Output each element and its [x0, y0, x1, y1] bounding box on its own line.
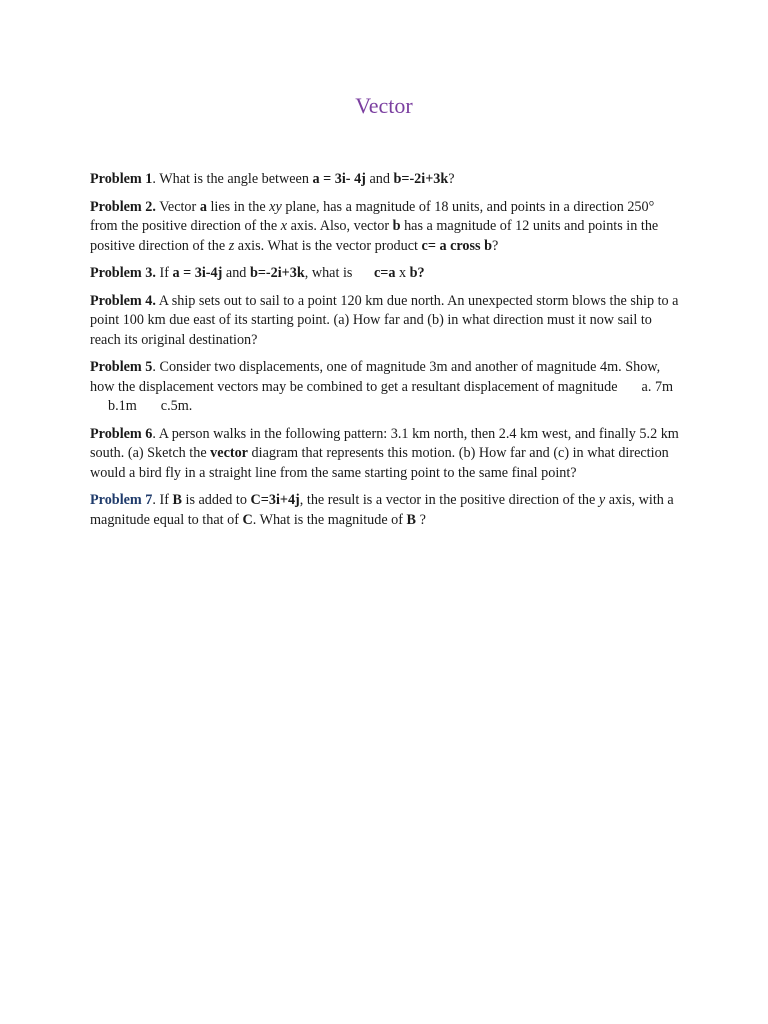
vector-b: b? — [409, 265, 425, 281]
problem-4 — [90, 292, 680, 351]
problem-text: . What is the magnitude of — [252, 511, 407, 528]
vector-b: b=-2i+3k — [249, 265, 305, 281]
problem-text: diagram that represents this motion. (b) How far and (c) in what direction would a bird fly in a straight line from the same starting point to the same final point? — [90, 445, 669, 481]
problem-text: ? — [448, 171, 455, 187]
problem-text: . Consider two displacements, one of magnitude 3m and another of magnitude 4m. Show, how the displacement vectors may be combined to get a resultant displacement of magnitude — [90, 359, 661, 395]
option-c: c.5m. — [160, 398, 193, 414]
axis-z: z — [228, 237, 235, 254]
vector-B: B — [406, 511, 417, 528]
vector-C: C — [242, 511, 253, 528]
problem-label: Problem 2. — [90, 198, 156, 215]
problem-label: Problem 5 — [90, 359, 153, 375]
problem-label: Problem 4. — [90, 292, 156, 309]
option-b: b.1m — [108, 398, 137, 414]
problem-text: ? — [416, 511, 426, 528]
problem-7 — [90, 491, 680, 530]
problem-text: plane, has a magnitude of 18 units, and points in a direction 250° from the positive direction of the — [90, 198, 655, 234]
axis-y: y — [598, 492, 606, 508]
axis-x: x — [280, 218, 288, 234]
problem-text: . A person walks in the following pattern: 3.1 km north, then 2.4 km west, and finally 5.2 km south. (a) Sketch the — [90, 425, 679, 461]
problem-label: Problem 6 — [90, 425, 153, 442]
problem-text: axis. Also, vector — [287, 218, 393, 234]
problem-text: lies in the — [206, 198, 270, 215]
problem-text: axis, with a magnitude equal to that of — [90, 492, 674, 528]
problem-text: Vector — [155, 198, 200, 215]
problem-text: A ship sets out to sail to a point 120 km due north. An unexpected storm blows the ship to a point 100 km due east of its starting point. (a) How far and (b) in what direction must it now sail to reach its original destination? — [90, 292, 679, 348]
problem-text: has a magnitude of 12 units and points in the positive direction of the — [90, 218, 659, 254]
problem-2 — [90, 198, 680, 257]
vector-b: b=-2i+3k — [393, 171, 449, 187]
vector-a: a = 3i-4j — [172, 265, 223, 281]
problem-text: , the result is a vector in the positive direction of the — [299, 492, 599, 508]
vector-c: c=a — [373, 265, 396, 281]
problem-6 — [90, 425, 680, 484]
problem-text: , what is — [304, 265, 356, 281]
problem-text: If — [155, 265, 173, 281]
problem-text: and — [222, 265, 250, 281]
problem-text: ? — [492, 237, 499, 254]
option-a: a. 7m — [641, 378, 674, 395]
plane-xy: xy — [269, 198, 282, 215]
problem-text: . What is the angle between — [152, 171, 313, 187]
vector-C: C=3i+4j — [250, 492, 300, 508]
problem-label: Problem 7 — [90, 492, 153, 508]
vector-b: b — [392, 218, 401, 234]
problem-text: . If — [152, 492, 173, 508]
problem-label: Problem 1 — [90, 171, 153, 187]
problem-text: is added to — [181, 492, 251, 508]
vector-a: a — [199, 198, 207, 215]
vector-c: c= a cross b — [421, 237, 492, 254]
problem-5 — [90, 358, 680, 417]
problem-text: axis. What is the vector product — [234, 237, 422, 254]
vector-a: a = 3i- 4j — [312, 171, 366, 187]
problem-3 — [90, 264, 680, 284]
problem-label: Problem 3. — [90, 265, 156, 281]
problem-text: x — [395, 265, 410, 281]
problem-list — [90, 170, 680, 538]
document-title: Vector — [355, 93, 413, 118]
vector-B: B — [172, 492, 182, 508]
problem-1 — [90, 170, 680, 190]
vector-word: vector — [210, 445, 248, 461]
problem-text: and — [365, 171, 394, 187]
